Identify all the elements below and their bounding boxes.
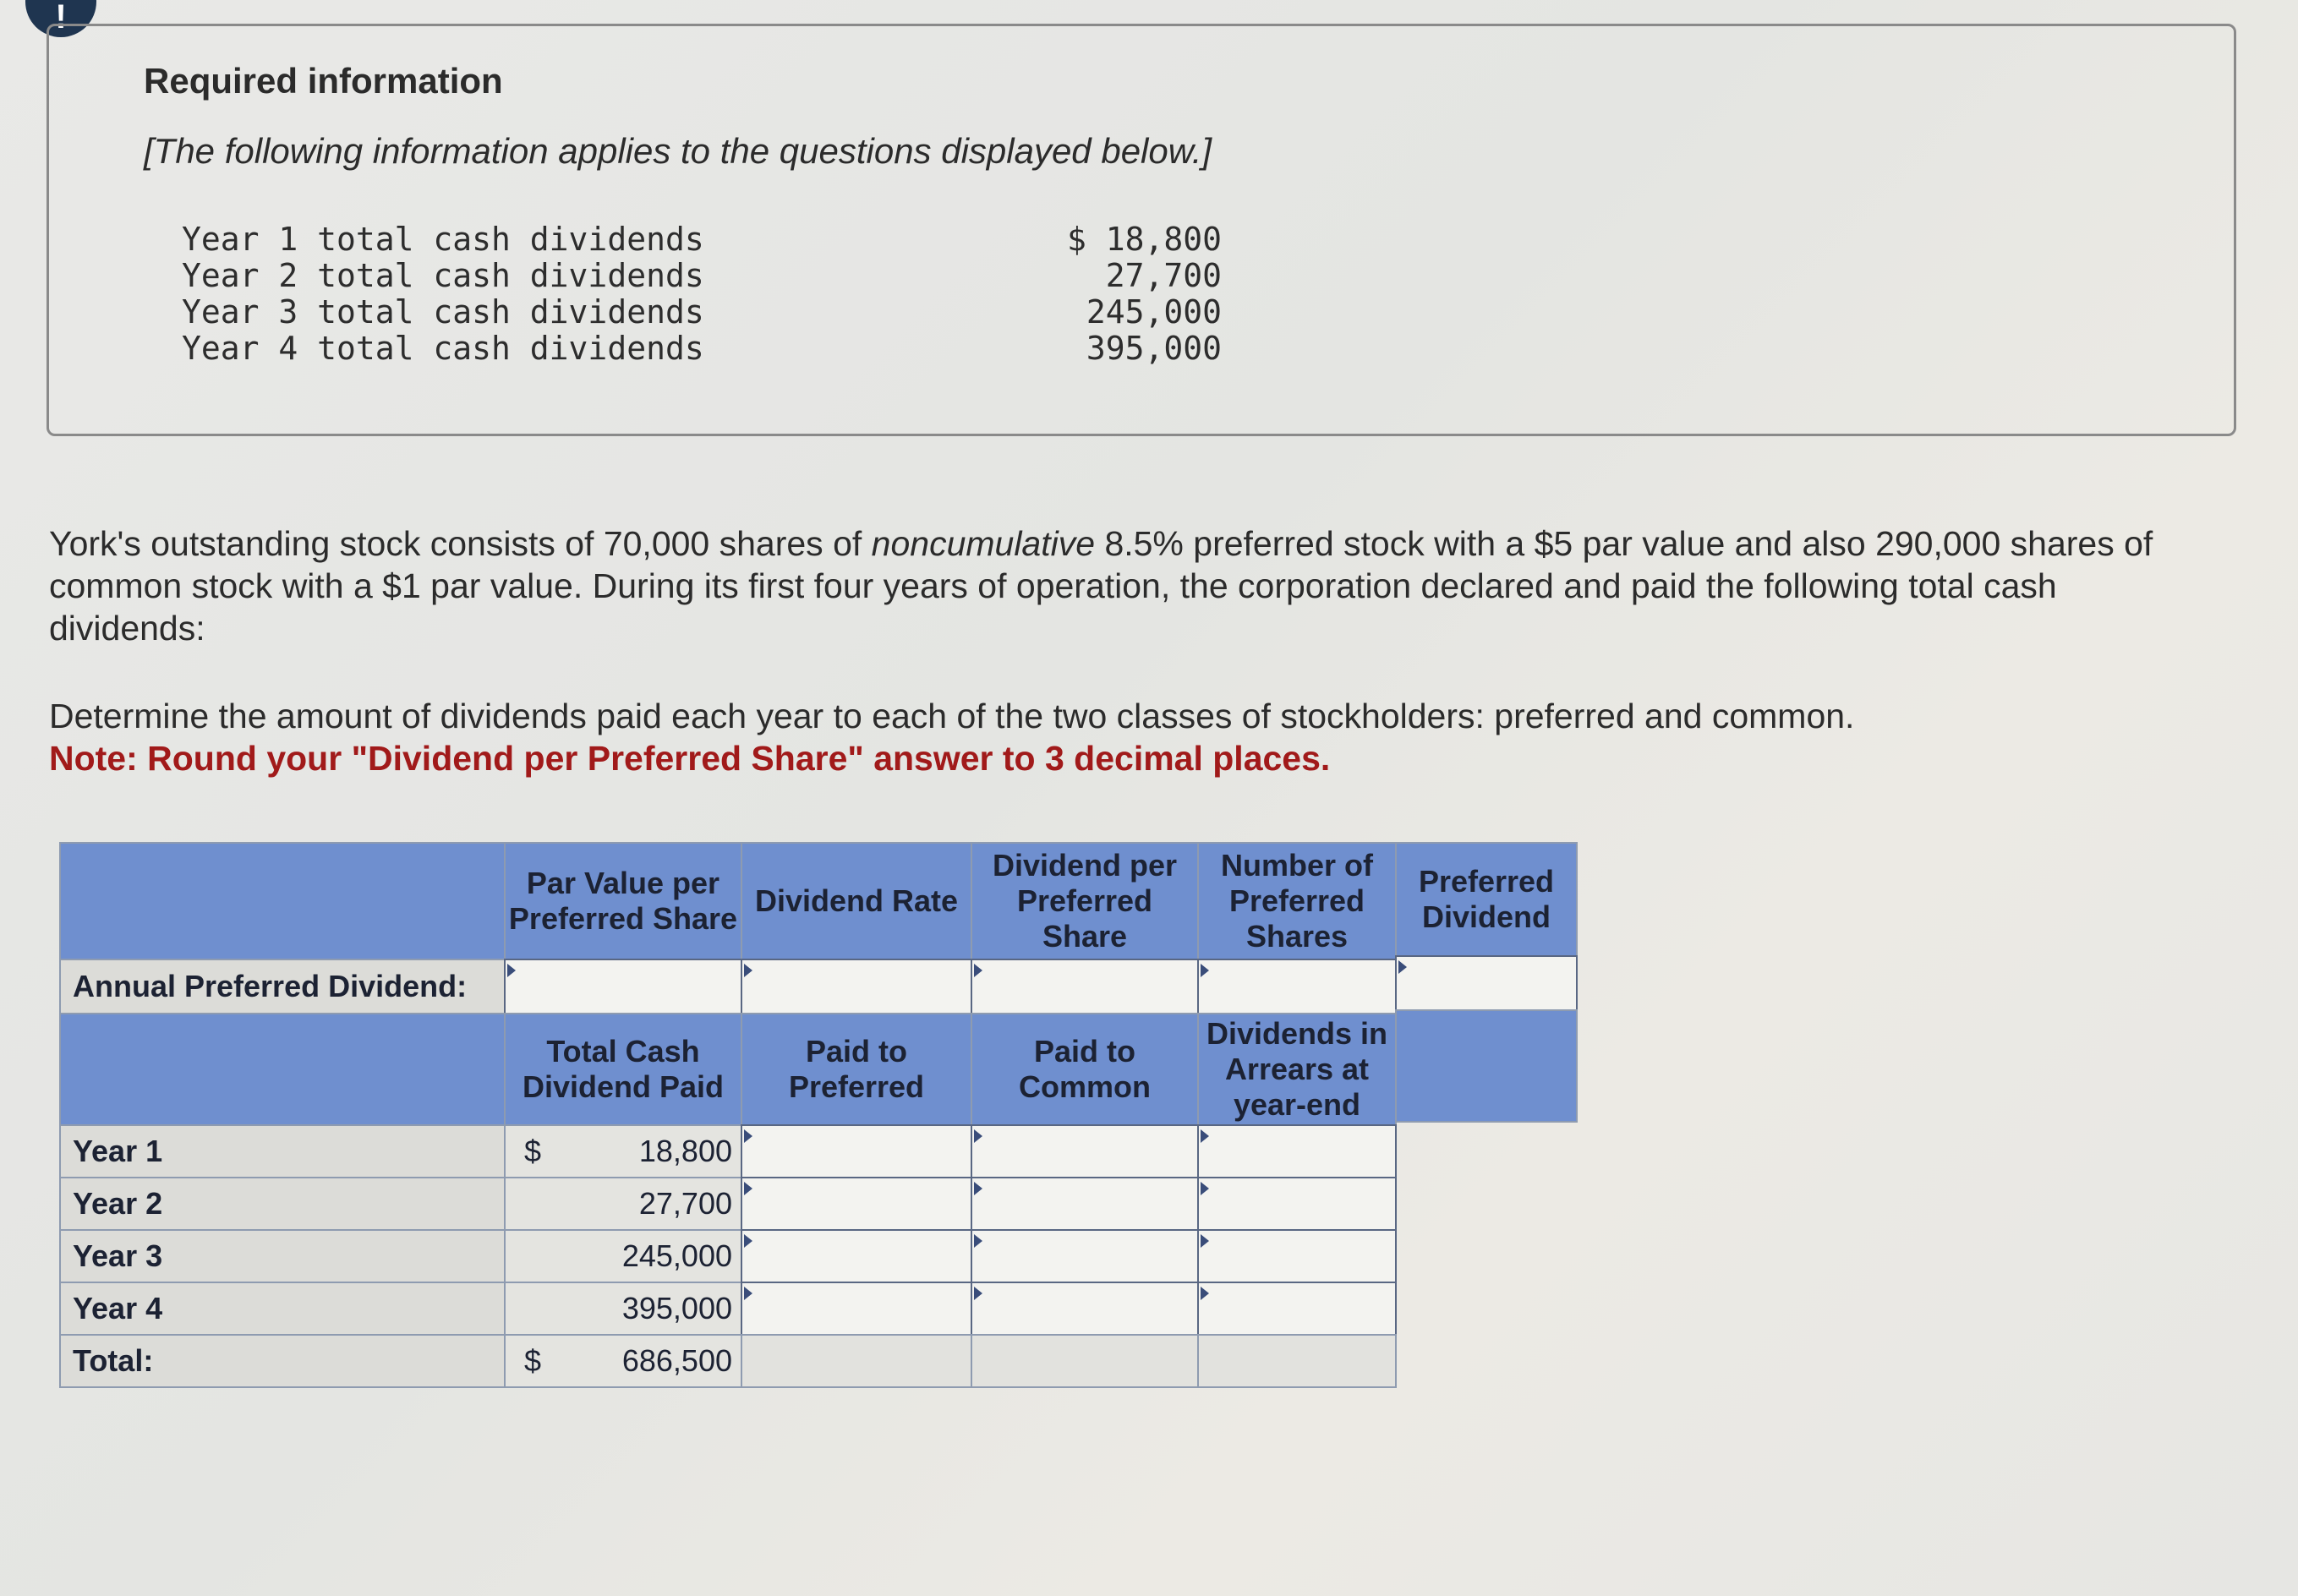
instruction-note: Note: Round your "Dividend per Preferred Share" answer to 3 decimal places.: [49, 739, 1331, 778]
header-blank-2: [59, 1013, 506, 1126]
dividend-list-row: [182, 294, 1222, 331]
alert-icon: !: [25, 0, 96, 37]
dividend-list-row: [182, 331, 1222, 367]
total-value: 245,000: [621, 1238, 732, 1273]
dividend-value: $ 18,800: [1066, 221, 1222, 258]
header-paid-to-common: Paid to Common: [971, 1013, 1199, 1126]
paid-to-preferred-year-2-input[interactable]: [741, 1177, 972, 1231]
paid-to-preferred-year-3-input[interactable]: [741, 1229, 972, 1283]
header-blank: [59, 842, 506, 960]
total-paid-to-preferred: [741, 1334, 972, 1388]
paid-to-common-year-2-input[interactable]: [971, 1177, 1199, 1231]
header-par-value: Par Value per Preferred Share: [504, 842, 742, 960]
row-label-year-1: Year 1: [59, 1124, 506, 1178]
header-paid-to-preferred: Paid to Preferred: [741, 1013, 972, 1126]
dividend-per-share-input[interactable]: [971, 959, 1199, 1014]
dividend-list-row: [182, 258, 1222, 294]
header-dividend-rate: Dividend Rate: [741, 842, 972, 960]
paid-to-preferred-year-1-input[interactable]: [741, 1124, 972, 1178]
par-value-input[interactable]: [504, 959, 742, 1014]
row-label-total: Total:: [59, 1334, 506, 1388]
total-paid-to-common: [971, 1334, 1199, 1388]
dividend-value: 245,000: [1086, 293, 1222, 331]
arrears-year-4-input[interactable]: [1197, 1282, 1397, 1336]
arrears-year-3-input[interactable]: [1197, 1229, 1397, 1283]
dividend-list-row: [182, 221, 1222, 258]
dividend-rate-input[interactable]: [741, 959, 972, 1014]
description-part-2: 8.5% preferred stock with a $5 par value and also 290,000 shares of common stock with a $1 par value. During its first four years of operation, the corporation declared and paid the following total cash dividends:: [49, 524, 2153, 648]
row-label-year-4: Year 4: [59, 1282, 506, 1336]
problem-description: [49, 522, 2213, 649]
annual-preferred-dividend-label: Annual Preferred Dividend:: [59, 959, 506, 1014]
header-total-cash-dividend: Total Cash Dividend Paid: [504, 1013, 742, 1126]
total-cash-total: [504, 1334, 742, 1388]
required-info-title: Required information: [144, 61, 503, 101]
total-arrears: [1197, 1334, 1397, 1388]
header-number-preferred-shares: Number of Preferred Shares: [1197, 842, 1397, 960]
dividend-value: 395,000: [1086, 330, 1222, 367]
paid-to-common-year-3-input[interactable]: [971, 1229, 1199, 1283]
preferred-dividend-input[interactable]: [1395, 955, 1578, 1011]
total-cash-year-3: [504, 1229, 742, 1283]
currency-symbol: $: [524, 1134, 542, 1168]
header-dividend-per-share: Dividend per Preferred Share: [971, 842, 1199, 960]
header-preferred-dividend: Preferred Dividend: [1395, 842, 1578, 957]
total-value: 27,700: [638, 1186, 732, 1221]
dividend-label: Year 4 total cash dividends: [182, 330, 704, 367]
arrears-year-2-input[interactable]: [1197, 1177, 1397, 1231]
dividend-label: Year 3 total cash dividends: [182, 293, 704, 331]
total-value: 686,500: [621, 1343, 732, 1378]
instruction-text: Determine the amount of dividends paid each year to each of the two classes of stockholders: preferred and common.: [49, 697, 1855, 735]
total-value: 18,800: [638, 1134, 732, 1168]
total-value: 395,000: [621, 1291, 732, 1325]
required-info-subtitle: [The following information applies to the questions displayed below.]: [144, 131, 1212, 171]
dividend-label: Year 1 total cash dividends: [182, 221, 704, 258]
row-label-year-2: Year 2: [59, 1177, 506, 1231]
number-preferred-shares-input[interactable]: [1197, 959, 1397, 1014]
dividend-value: 27,700: [1105, 257, 1222, 294]
total-cash-year-4: [504, 1282, 742, 1336]
description-part-1: York's outstanding stock consists of 70,000 shares of: [49, 524, 872, 563]
paid-to-common-year-1-input[interactable]: [971, 1124, 1199, 1178]
description-italic: noncumulative: [871, 524, 1096, 563]
header-dividends-in-arrears: Dividends in Arrears at year-end: [1197, 1013, 1397, 1126]
instructions: [49, 695, 2213, 779]
arrears-year-1-input[interactable]: [1197, 1124, 1397, 1178]
row-label-year-3: Year 3: [59, 1229, 506, 1283]
paid-to-preferred-year-4-input[interactable]: [741, 1282, 972, 1336]
paid-to-common-year-4-input[interactable]: [971, 1282, 1199, 1336]
dividend-list: [182, 221, 1222, 367]
header-blank-3: [1395, 1009, 1578, 1123]
dividend-label: Year 2 total cash dividends: [182, 257, 704, 294]
total-cash-year-2: [504, 1177, 742, 1231]
total-cash-year-1: [504, 1124, 742, 1178]
currency-symbol: $: [524, 1343, 542, 1378]
